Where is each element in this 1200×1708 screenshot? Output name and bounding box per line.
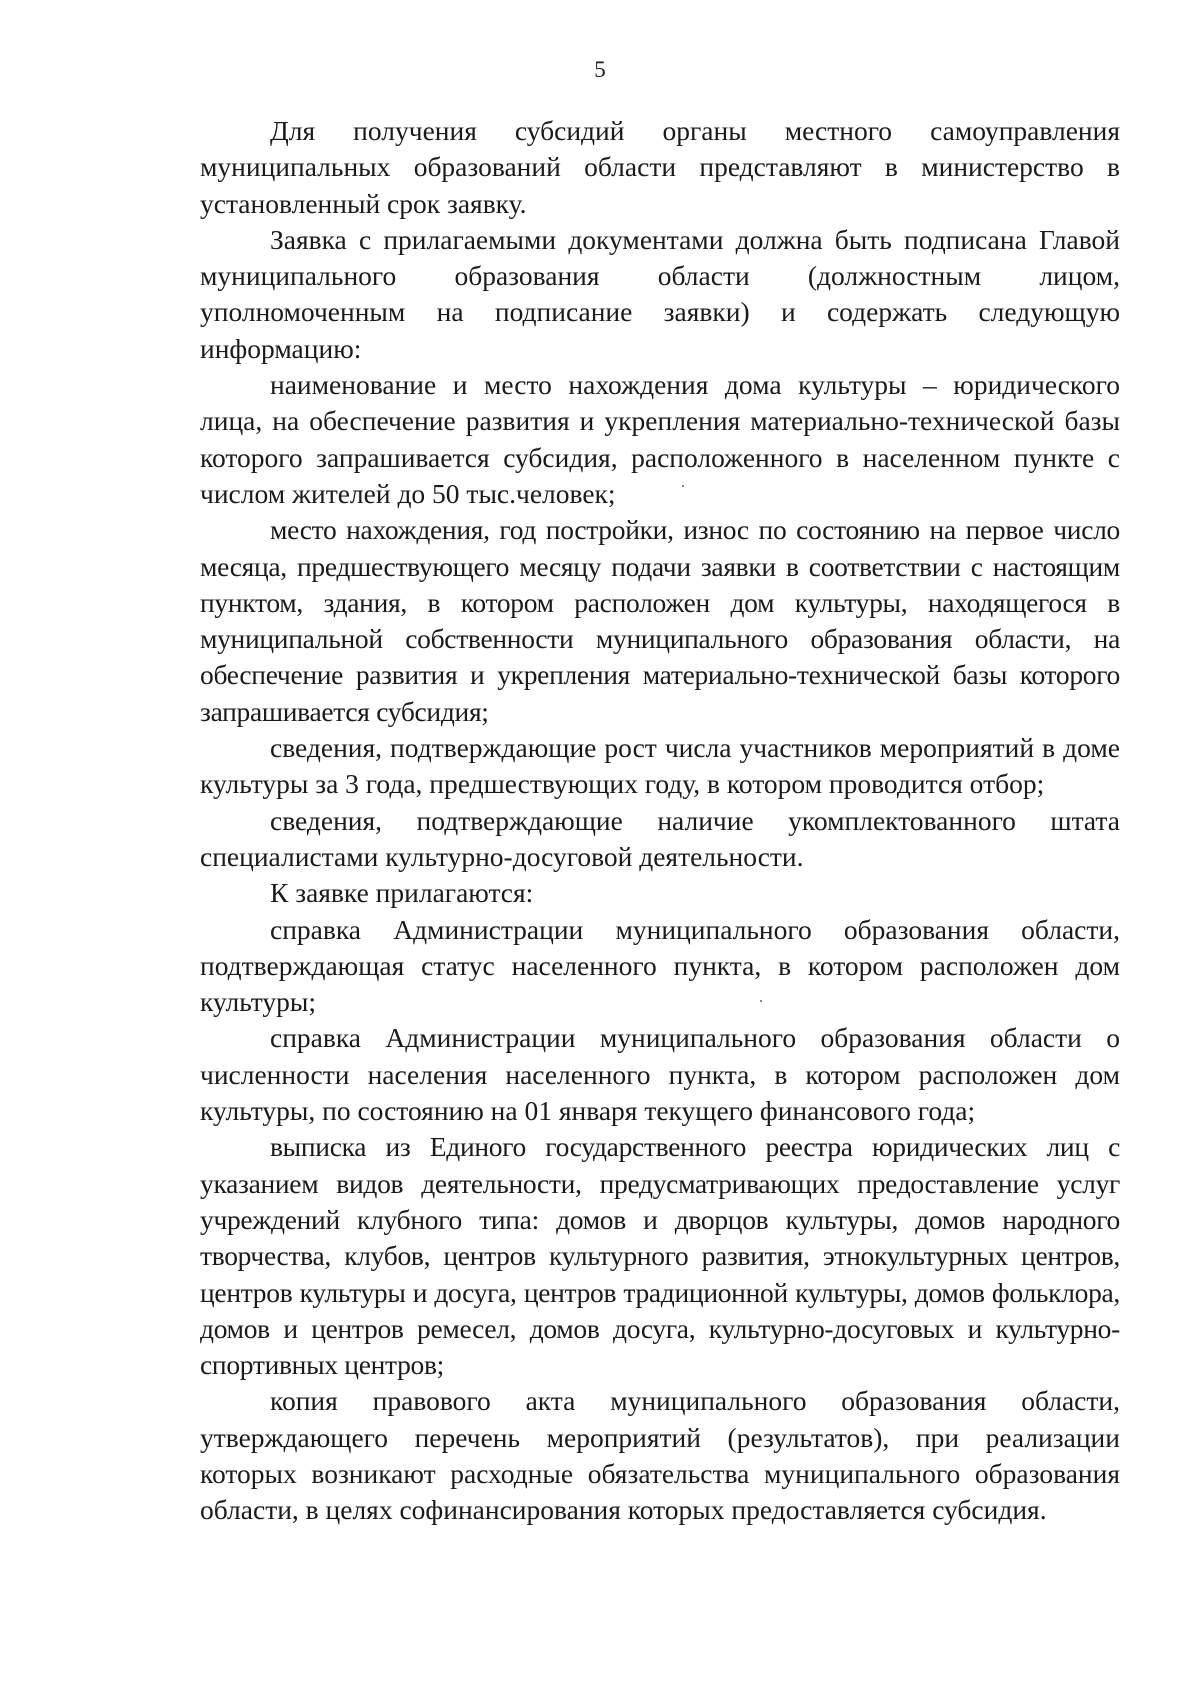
paragraph-staff-info: сведения, подтверждающие наличие укомплектованного штата специалистами культурно-досуговой деятельности. <box>200 804 1120 872</box>
paragraph-participants-growth: сведения, подтверждающие рост числа участников мероприятий в доме культуры за 3 года, предшествующих году, в котором проводится отбор; <box>200 732 1120 800</box>
paragraph-building-details: место нахождения, год постройки, износ по состоянию на первое число месяца, предшествующего месяцу подачи заявки в соответствии с настоящим пунктом, здания, в котором расположен дом культуры, находящегося в муниципальной собственности муниципального образования области, на обеспечение развития и укрепления материально-технической базы которого запрашивается субсидия; <box>200 514 1120 727</box>
paragraph-registry-extract: выписка из Единого государственного реестра юридических лиц с указанием видов деятельности, предусматривающих предоставление услуг учреждений клубного типа: домов и дворцов культуры, домов народного творчества, клубов, центров культурного развития, этнокультурных центров, центров культуры и досуга, центров традиционной культуры, домов фольклора, домов и центров ремесел, домов досуга, культурно-досуговых и культурно-спортивных центров; <box>200 1131 1120 1381</box>
document-body <box>200 113 1120 1529</box>
paragraph-culture-house-name: наименование и место нахождения дома культуры – юридического лица, на обеспечение развития и укрепления материально-технической базы которого запрашивается субсидия, расположенного в населенном пункте с числом жителей до 50 тыс.человек; <box>200 369 1120 509</box>
paragraph-population-certificate: справка Администрации муниципального образования области о численности населения населенного пункта, в котором расположен дом культуры, по состоянию на 01 января текущего финансового года; <box>200 1022 1120 1127</box>
paragraph-settlement-status-certificate: справка Администрации муниципального образования области, подтверждающая статус населенного пункта, в котором расположен дом культуры; <box>200 913 1120 1018</box>
paragraph-attachments-heading: К заявке прилагаются: <box>270 877 534 909</box>
paragraph-subsidy-request: Для получения субсидий органы местного самоуправления муниципальных образований области представляют в министерство в установленный срок заявку. <box>200 115 1120 219</box>
page-number: 5 <box>594 57 606 82</box>
paragraph-application-signature: Заявка с прилагаемыми документами должна быть подписана Главой муниципального образования области (должностным лицом, уполномоченным на подписание заявки) и содержать следующую информацию: <box>200 223 1120 364</box>
paragraph-legal-act-copy: копия правового акта муниципального образования области, утверждающего перечень мероприятий (результатов), при реализации которых возникают расходные обязательства муниципального образования области, в целях софинансирования которых предоставляется субсидия. <box>200 1385 1120 1526</box>
scan-speck <box>682 485 684 487</box>
scan-speck <box>760 1000 762 1002</box>
